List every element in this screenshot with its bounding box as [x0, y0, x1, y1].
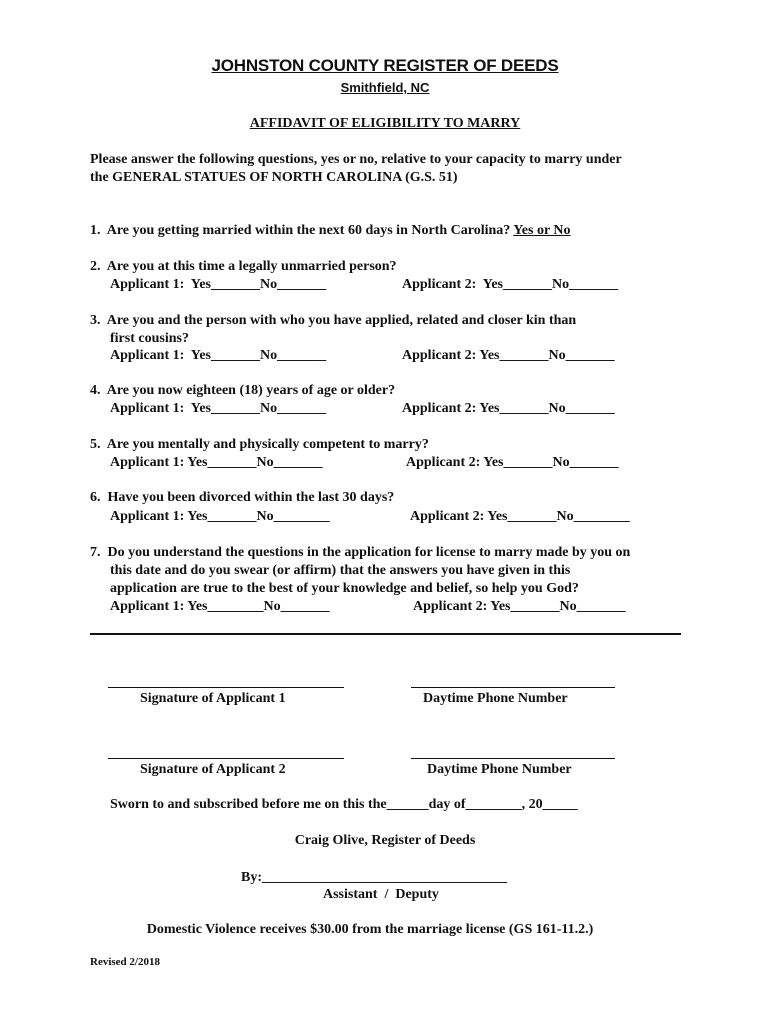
page-title: JOHNSTON COUNTY REGISTER OF DEEDS: [211, 56, 559, 75]
by-signature-line: By:___________________________________: [241, 870, 507, 885]
question-5: 5. Are you mentally and physically competent to marry?: [90, 437, 429, 452]
question-7-applicant-1: Applicant 1: Yes________No_______: [110, 599, 330, 614]
question-6-applicant-1: Applicant 1: Yes_______No________: [110, 509, 330, 524]
question-1-text: 1. Are you getting married within the next 60 days in North Carolina?: [90, 223, 514, 238]
question-6-applicant-2: Applicant 2: Yes_______No________: [410, 509, 630, 524]
question-1-answer: Yes or No: [513, 223, 571, 238]
question-2-applicant-2: Applicant 2: Yes_______No_______: [402, 277, 619, 292]
intro-line-1: Please answer the following questions, yes or no, relative to your capacity to marry under: [90, 152, 622, 167]
question-1: [90, 223, 571, 239]
question-2-applicant-1: Applicant 1: Yes_______No_______: [110, 277, 327, 292]
question-6: 6. Have you been divorced within the last 30 days?: [90, 490, 395, 505]
domestic-violence-notice: Domestic Violence receives $30.00 from the marriage license (GS 161-11.2.): [146, 922, 594, 937]
phone-line-applicant-2[interactable]: [411, 758, 615, 759]
form-title: AFFIDAVIT OF ELIGIBILITY TO MARRY: [249, 116, 521, 131]
signature-line-applicant-2[interactable]: [108, 758, 344, 759]
register-name: Craig Olive, Register of Deeds: [294, 833, 476, 848]
section-divider: [90, 633, 681, 635]
question-7-line-1: 7. Do you understand the questions in the application for license to marry made by you on: [90, 545, 631, 560]
phone-line-applicant-1[interactable]: [411, 687, 615, 688]
question-7-line-3: application are true to the best of your knowledge and belief, so help you God?: [110, 581, 579, 596]
question-4: 4. Are you now eighteen (18) years of age or older?: [90, 383, 396, 398]
assistant-deputy-label: Assistant / Deputy: [323, 887, 439, 902]
question-3-line-2: first cousins?: [110, 331, 189, 346]
question-4-applicant-2: Applicant 2: Yes_______No_______: [402, 401, 615, 416]
question-4-applicant-1: Applicant 1: Yes_______No_______: [110, 401, 327, 416]
signature-label-applicant-2: Signature of Applicant 2: [140, 762, 286, 777]
signature-line-applicant-1[interactable]: [108, 687, 344, 688]
signature-label-applicant-1: Signature of Applicant 1: [140, 691, 286, 706]
phone-label-applicant-1: Daytime Phone Number: [423, 691, 568, 706]
phone-label-applicant-2: Daytime Phone Number: [427, 762, 572, 777]
question-2: 2. Are you at this time a legally unmarried person?: [90, 259, 397, 274]
intro-line-2: the GENERAL STATUES OF NORTH CAROLINA (G.S. 51): [90, 170, 458, 185]
question-3-applicant-1: Applicant 1: Yes_______No_______: [110, 348, 327, 363]
question-7-applicant-2: Applicant 2: Yes_______No_______: [413, 599, 626, 614]
sworn-statement: Sworn to and subscribed before me on this the______day of________, 20_____: [110, 797, 578, 812]
question-3-line-1: 3. Are you and the person with who you have applied, related and closer kin than: [90, 313, 577, 328]
page-subtitle: Smithfield, NC: [340, 80, 430, 95]
question-3-applicant-2: Applicant 2: Yes_______No_______: [402, 348, 615, 363]
question-5-applicant-1: Applicant 1: Yes_______No_______: [110, 455, 323, 470]
question-7-line-2: this date and do you swear (or affirm) that the answers you have given in this: [110, 563, 571, 578]
question-5-applicant-2: Applicant 2: Yes_______No_______: [406, 455, 619, 470]
revised-date: Revised 2/2018: [90, 956, 160, 968]
